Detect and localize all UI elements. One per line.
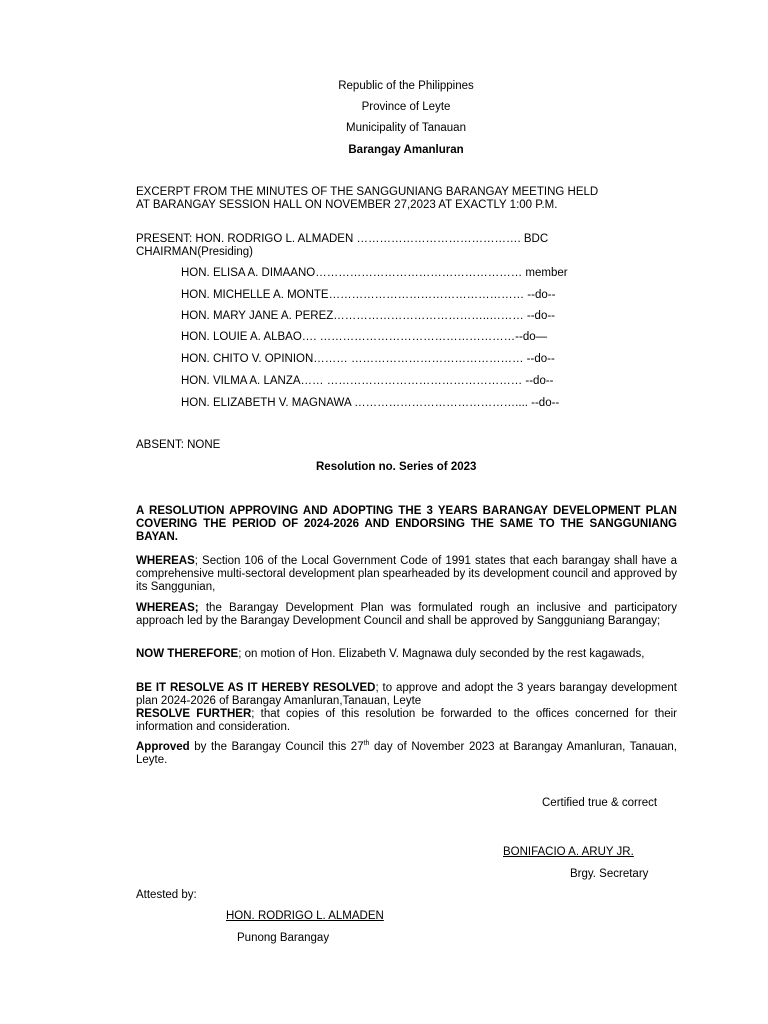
punong-name: HON. RODRIGO L. ALMADEN [226,910,384,922]
secretary-name: BONIFACIO A. ARUY JR. [503,846,634,858]
approved-lead: Approved [136,741,190,753]
member-entry: HON. ELISA A. DIMAANO……………………………………………… member [181,267,568,279]
resolve-paragraph [136,682,677,734]
now-therefore-text: ; on motion of Hon. Elizabeth V. Magnawa duly seconded by the rest kagawads, [238,648,645,660]
resolve-text: ; to approve and adopt the 3 years barangay development plan 2024-2026 of Barangay Amanluran,Tanauan, Leyte [136,682,677,707]
approved-day-suffix: th [363,740,370,748]
resolve-further-text: ; that copies of this resolution be forwarded to the offices concerned for their information and consideration. [136,708,677,733]
member-entry: HON. ELIZABETH V. MAGNAWA …………………………………….... --do-- [181,397,560,409]
member-entry: HON. CHITO V. OPINION……… ……………………………………… --do-- [181,353,555,365]
whereas-lead: WHEREAS; [136,602,199,614]
resolve-further-lead: RESOLVE FURTHER [136,708,252,720]
punong-title: Punong Barangay [237,932,330,944]
member-entry: HON. VILMA A. LANZA…… …………………………………………… --do-- [181,375,554,387]
member-entry: HON. MARY JANE A. PEREZ…………………………………..……… --do-- [181,310,556,322]
member-entry: HON. MICHELLE A. MONTE…………………………………………… --do-- [181,289,556,301]
now-therefore-paragraph [136,648,677,661]
whereas-lead: WHEREAS [136,555,195,567]
excerpt-line-2: AT BARANGAY SESSION HALL ON NOVEMBER 27,2023 AT EXACTLY 1:00 P.M. [136,199,558,211]
certified-line: Certified true & correct [542,797,658,809]
whereas-paragraph-1 [136,555,677,594]
whereas-paragraph-2 [136,602,677,628]
resolution-title: A RESOLUTION APPROVING AND ADOPTING THE 3 YEARS BARANGAY DEVELOPMENT PLAN COVERING THE PERIOD OF 2024-2026 AND ENDORSING THE SAME TO THE SANGGUNIANG BAYAN. [136,505,677,543]
whereas-text: ; Section 106 of the Local Government Code of 1991 states that each barangay shall have a comprehensive multi-sectoral development plan spearheaded by its development council and approved by its Sanggunian, [136,555,677,593]
header-province: Province of Leyte [361,101,451,113]
header-barangay: Barangay Amanluran [348,144,464,156]
whereas-text: the Barangay Development Plan was formulated rough an inclusive and participatory approach led by the Barangay Development Council and shall be approved by Sangguniang Barangay; [136,602,677,627]
excerpt-line-1: EXCERPT FROM THE MINUTES OF THE SANGGUNIANG BARANGAY MEETING HELD [136,186,599,198]
attested-label: Attested by: [136,889,197,901]
now-therefore-lead: NOW THEREFORE [136,648,239,660]
resolution-number: Resolution no. Series of 2023 [316,461,477,473]
approved-paragraph [136,741,677,767]
absent-line: ABSENT: NONE [136,439,221,451]
resolve-lead: BE IT RESOLVE AS IT HEREBY RESOLVED [136,682,376,694]
present-chairman-role: CHAIRMAN(Presiding) [136,246,253,258]
approved-text-end: day of November 2023 at Barangay Amanluran, Tanauan, Leyte. [136,741,677,766]
header-republic: Republic of the Philippines [338,80,474,92]
approved-text: by the Barangay Council this 27 [189,741,364,753]
present-chairman-line: PRESENT: HON. RODRIGO L. ALMADEN ……………………………………. BDC [136,233,549,245]
header-municipality: Municipality of Tanauan [346,122,466,134]
secretary-title: Brgy. Secretary [570,868,649,880]
member-entry: HON. LOUIE A. ALBAO…. ……………………………………………--do— [181,331,548,343]
